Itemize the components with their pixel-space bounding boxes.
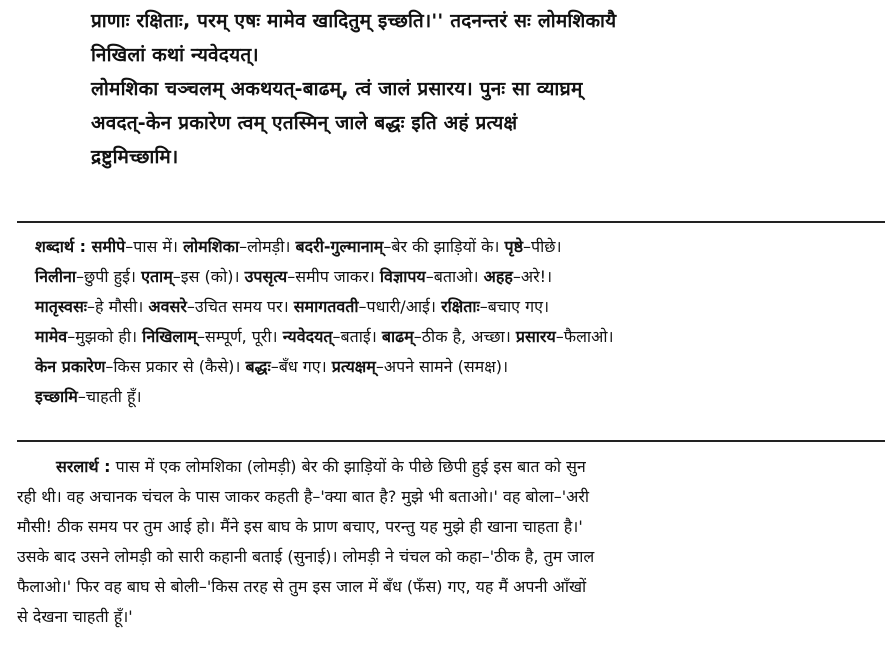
divider-top <box>17 221 885 223</box>
glossary-meaning: –पधारी/आई। <box>358 297 442 316</box>
summary-line-5: फैलाओ।' फिर वह बाघ से बोली–'किस तरह से तुम इस जाल में बँध (फँस) गए, यह मैं अपनी आँखों <box>17 577 587 596</box>
glossary-term: समागतवती <box>293 297 359 316</box>
glossary-line <box>0 292 891 322</box>
glossary-term: मातृस्वसः <box>35 297 88 316</box>
summary-section <box>0 452 891 632</box>
glossary-meaning: –पीछे। <box>523 237 562 256</box>
glossary-meaning: –बताओ। <box>425 267 484 286</box>
glossary-meaning: –हे मौसी। <box>87 297 149 316</box>
glossary-meaning: –चाहती हूँ। <box>77 387 142 406</box>
glossary-term: न्यवेदयत् <box>282 327 333 346</box>
glossary-meaning: –उचित समय पर। <box>186 297 294 316</box>
glossary-term: प्रसारय <box>515 327 556 346</box>
glossary-meaning: –अपने सामने (समक्ष)। <box>375 357 509 376</box>
glossary-line <box>0 322 891 352</box>
glossary-line <box>0 382 891 412</box>
glossary-term: उपसृत्य <box>244 267 288 286</box>
glossary-meaning: –बचाए गए। <box>479 297 550 316</box>
sanskrit-line-2: निखिलां कथां न्यवेदयत्। <box>91 44 259 66</box>
glossary-meaning: –सम्पूर्ण, पूरी। <box>197 327 283 346</box>
glossary-term: रक्षिताः <box>441 297 480 316</box>
sanskrit-line-1: प्राणाः रक्षिताः, परम् एषः मामेव खादितुम् इच्छति।'' तदनन्तरं सः लोमशिकायै <box>91 10 617 32</box>
glossary-meaning: –बँध गए। <box>270 357 332 376</box>
glossary-term: निलीना <box>35 267 77 286</box>
glossary-term: पृष्ठे <box>504 237 524 256</box>
glossary-term: अहह <box>483 267 513 286</box>
glossary-meaning: –लोमड़ी। <box>239 237 296 256</box>
glossary-meaning: –ठीक है, अच्छा। <box>413 327 516 346</box>
summary-line-1 <box>0 452 891 482</box>
glossary-term: एताम् <box>141 267 173 286</box>
glossary-meaning: –किस प्रकार से (कैसे)। <box>105 357 246 376</box>
glossary-term: विज्ञापय <box>379 267 426 286</box>
glossary-line <box>0 262 891 292</box>
glossary-meaning: –समीप जाकर। <box>287 267 380 286</box>
glossary-term: मामेव <box>35 327 68 346</box>
glossary-section <box>0 232 891 412</box>
summary-line-6: से देखना चाहती हूँ।' <box>17 607 133 626</box>
glossary-term: प्रत्यक्षम् <box>331 357 376 376</box>
glossary-term: बद्धः <box>245 357 271 376</box>
sanskrit-line-4: अवदत्-केन प्रकारेण त्वम् एतस्मिन् जाले बद्धः इति अहं प्रत्यक्षं <box>91 112 518 134</box>
divider-bottom <box>17 440 885 442</box>
glossary-meaning: –अरे!। <box>512 267 553 286</box>
glossary-meaning: –इस (को)। <box>172 267 245 286</box>
summary-first-text: पास में एक लोमशिका (लोमड़ी) बेर की झाड़ियों के पीछे छिपी हुई इस बात को सुन <box>110 457 586 476</box>
glossary-line <box>0 352 891 382</box>
summary-line-2: रही थी। वह अचानक चंचल के पास जाकर कहती है–'क्या बात है? मुझे भी बताओ।' वह बोला–'अरी <box>17 487 590 506</box>
glossary-meaning: –पास में। <box>125 237 184 256</box>
summary-heading: सरलार्थ : <box>56 457 111 476</box>
glossary-meaning: –मुझको ही। <box>67 327 143 346</box>
glossary-term: केन प्रकारेण <box>35 357 106 376</box>
glossary-term: बाढम् <box>381 327 414 346</box>
sanskrit-line-3: लोमशिका चञ्चलम् अकथयत्-बाढम्, त्वं जालं प्रसारय। पुनः सा व्याघ्रम् <box>91 78 583 100</box>
sanskrit-line-5: द्रष्टुमिच्छामि। <box>91 146 179 168</box>
summary-line-3: मौसी! ठीक समय पर तुम आई हो। मैंने इस बाघ के प्राण बचाए, परन्तु यह मुझे ही खाना चाहता है।' <box>17 517 583 536</box>
glossary-term: इच्छामि <box>35 387 78 406</box>
glossary-term: बदरी-गुल्मानाम् <box>295 237 384 256</box>
glossary-term: निखिलाम् <box>142 327 197 346</box>
sanskrit-passage <box>0 4 891 174</box>
glossary-meaning: –बेर की झाड़ियों के। <box>383 237 505 256</box>
glossary-term: शब्दार्थ : समीपे <box>35 237 126 256</box>
glossary-meaning: –फैलाओ। <box>555 327 614 346</box>
glossary-meaning: –छुपी हुई। <box>76 267 142 286</box>
glossary-term: अवसरे <box>148 297 187 316</box>
glossary-term: लोमशिका <box>183 237 240 256</box>
summary-line-4: उसके बाद उसने लोमड़ी को सारी कहानी बताई (सुनाई)। लोमड़ी ने चंचल को कहा–'ठीक है, तुम जाल <box>17 547 595 566</box>
glossary-meaning: –बताई। <box>332 327 382 346</box>
glossary-line <box>0 232 891 262</box>
